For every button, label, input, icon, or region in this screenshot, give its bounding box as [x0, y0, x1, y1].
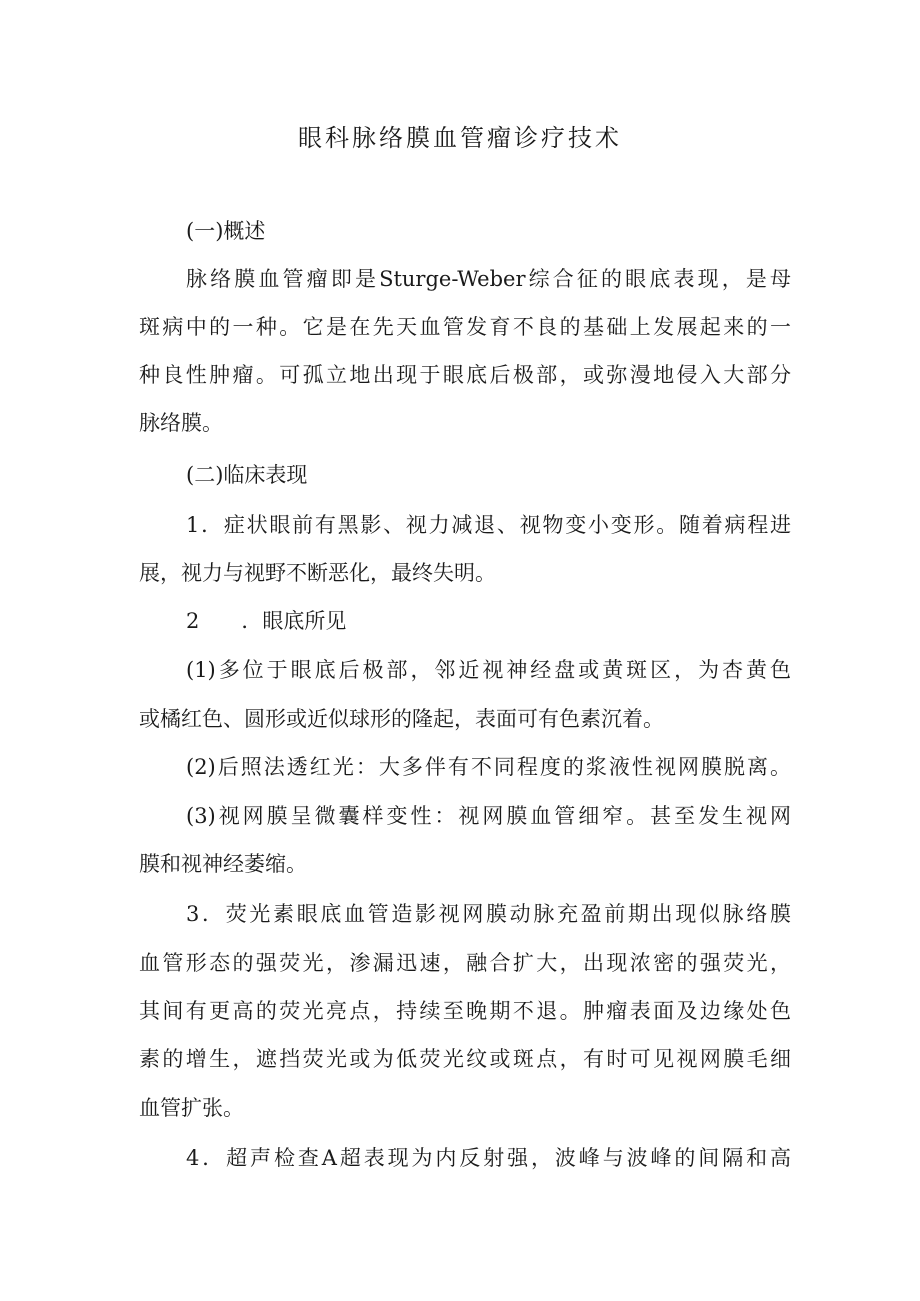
paragraph-line: 或橘红色、圆形或近似球形的隆起，表面可有色素沉着。	[139, 707, 664, 731]
paragraph-line: 斑病中的一种。它是在先天血管发育不良的基础上发展起来的一	[139, 315, 791, 339]
subheading-fundus: 2 ．眼底所见	[186, 609, 347, 633]
paragraph-line: 脉络膜。	[139, 411, 223, 435]
paragraph-line: 脉络膜血管瘤即是Sturge-Weber综合征的眼底表现，是母	[186, 267, 791, 291]
paragraph-line: 素的增生，遮挡荧光或为低荧光纹或斑点，有时可见视网膜毛细	[139, 1047, 791, 1071]
paragraph-line: 膜和视神经萎缩。	[139, 852, 307, 876]
section-heading-clinical: (二)临床表现	[186, 463, 308, 487]
paragraph-line: 1．症状眼前有黑影、视力减退、视物变小变形。随着病程进	[186, 513, 791, 537]
paragraph-line: (2)后照法透红光：大多伴有不同程度的浆液性视网膜脱离。	[186, 755, 791, 779]
paragraph-line: (1)多位于眼底后极部，邻近视神经盘或黄斑区，为杏黄色	[186, 658, 791, 682]
document-title: 眼科脉络膜血管瘤诊疗技术	[298, 124, 622, 152]
paragraph-line: (3)视网膜呈微囊样变性：视网膜血管细窄。甚至发生视网	[186, 804, 791, 828]
section-heading-overview: (一)概述	[186, 219, 266, 243]
paragraph-line: 种良性肿瘤。可孤立地出现于眼底后极部，或弥漫地侵入大部分	[139, 363, 791, 387]
paragraph-line: 血管扩张。	[139, 1096, 244, 1120]
paragraph-line: 血管形态的强荧光，渗漏迅速，融合扩大，出现浓密的强荧光，	[139, 951, 791, 975]
paragraph-line: 展，视力与视野不断恶化，最终失明。	[139, 561, 496, 585]
paragraph-line: 4．超声检查A超表现为内反射强，波峰与波峰的间隔和高	[186, 1146, 791, 1170]
paragraph-line: 其间有更高的荧光亮点，持续至晚期不退。肿瘤表面及边缘处色	[139, 999, 791, 1023]
paragraph-line: 3．荧光素眼底血管造影视网膜动脉充盈前期出现似脉络膜	[186, 902, 791, 926]
